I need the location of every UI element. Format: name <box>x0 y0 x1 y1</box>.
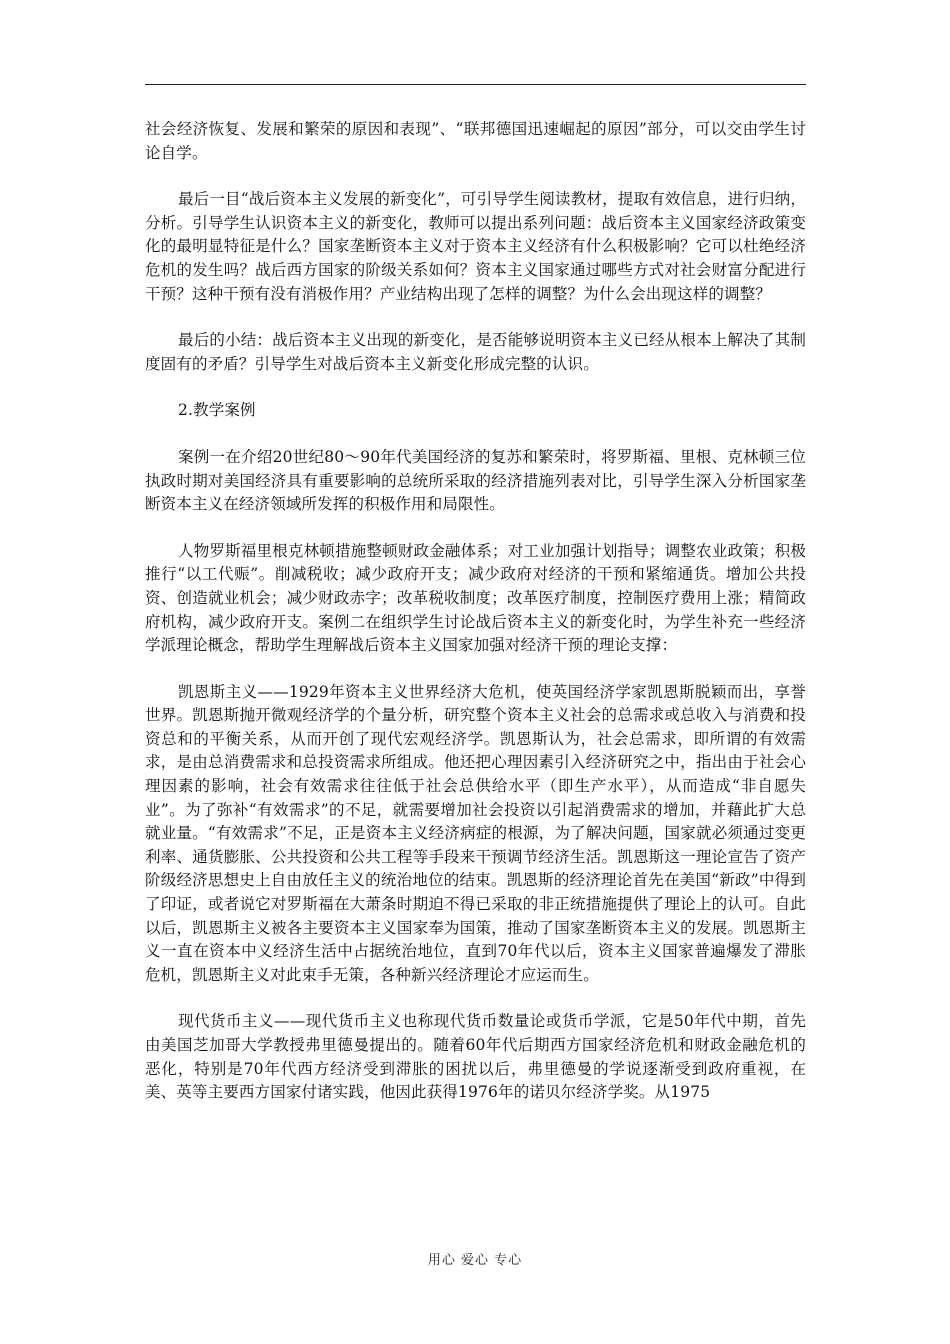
section-heading: 2.教学案例 <box>178 401 256 420</box>
header-rule <box>145 84 806 85</box>
paragraph-continuation: 社会经济恢复、发展和繁荣的原因和表现”、“联邦德国迅速崛起的原因”部分，可以交由学生讨论自学。 <box>145 120 806 162</box>
paragraph-summary: 最后的小结：战后资本主义出现的新变化，是否能够说明资本主义已经从根本上解决了其制度固有的矛盾？引导学生对战后资本主义新变化形成完整的认识。 <box>145 331 806 373</box>
paragraph-keynesianism: 凯恩斯主义——1929年资本主义世界经济大危机，使英国经济学家凯恩斯脱颖而出，享誉世界。凯恩斯抛开微观经济学的个量分析，研究整个资本主义社会的总需求或总收入与消费和投资总和的平衡关系，从而开创了现代宏观经济学。凯恩斯认为，社会总需求，即所谓的有效需求，是由总消费需求和总投资需求所组成。他还把心理因素引入经济研究之中，指出由于社会心理因素的影响，社会有效需求往往低于社会总供给水平（即生产水平），从而造成“非自愿失业”。为了弥补“有效需求”的不足，就需要增加社会投资以引起消费需求的增加，并藉此扩大总就业量。“有效需求”不足，正是资本主义经济病症的根源，为了解决问题，国家就必须通过变更利率、通货膨胀、公共投资和公共工程等手段来干预调节经济生活。凯恩斯这一理论宣告了资产阶级经济思想史上自由放任主义的统治地位的结束。凯恩斯的经济理论首先在美国“新政”中得到了印证，或者说它对罗斯福在大萧条时期迫不得已采取的非正统措施提供了理论上的认可。自此以后，凯恩斯主义被各主要资本主义国家奉为国策，推动了国家垄断资本主义的发展。凯恩斯主义一直在资本中义经济生活中占据统治地位，直到70年代以后，资本主义国家普遍爆发了滞胀危机，凯恩斯主义对此束手无策，各种新兴经济理论才应运而生。 <box>145 682 806 984</box>
paragraph-measures: 人物罗斯福里根克林顿措施整顿财政金融体系；对工业加强计划指导；调整农业政策；积极推行“以工代赈”。削减税收；减少政府开支；减少政府对经济的干预和紧缩通货。增加公共投资、创造就业机会；减少财政赤字；改革税收制度；改革医疗制度，控制医疗费用上涨；精简政府机构，减少政府开支。案例二在组织学生讨论战后资本主义的新变化时，为学生补充一些经济学派理论概念，帮助学生理解战后资本主义国家加强对经济干预的理论支撑： <box>145 541 806 655</box>
document-body <box>145 118 806 1105</box>
paragraph-last-section: 最后一目“战后资本主义发展的新变化”，可引导学生阅读教材，提取有效信息，进行归纳，分析。引导学生认识资本主义的新变化，教师可以提出系列问题：战后资本主义国家经济政策变化的最明显特征是什么？国家垄断资本主义对于资本主义经济有什么积极影响？它可以杜绝经济危机的发生吗？战后西方国家的阶级关系如何？资本主义国家通过哪些方式对社会财富分配进行干预？这种干预有没有消极作用？产业结构出现了怎样的调整？为什么会出现这样的调整？ <box>145 190 806 303</box>
paragraph-case-one: 案例一在介绍20世纪80～90年代美国经济的复苏和繁荣时，将罗斯福、里根、克林顿三位执政时期对美国经济具有重要影响的总统所采取的经济措施列表对比，引导学生深入分析国家垄断资本主义在经济领域所发挥的积极作用和局限性。 <box>145 447 806 514</box>
paragraph-monetarism: 现代货币主义——现代货币主义也称现代货币数量论或货币学派，它是50年代中期，首先由美国芝加哥大学教授弗里德曼提出的。随着60年代后期西方国家经济危机和财政金融危机的恶化，特别是70年代西方经济受到滞胀的困扰以后，弗里德曼的学说逐渐受到政府重视，在美、英等主要西方国家付诸实践，他因此获得1976年的诺贝尔经济学奖。从1975 <box>145 1012 806 1102</box>
page-footer: 用心 爱心 专心 <box>427 1253 523 1268</box>
